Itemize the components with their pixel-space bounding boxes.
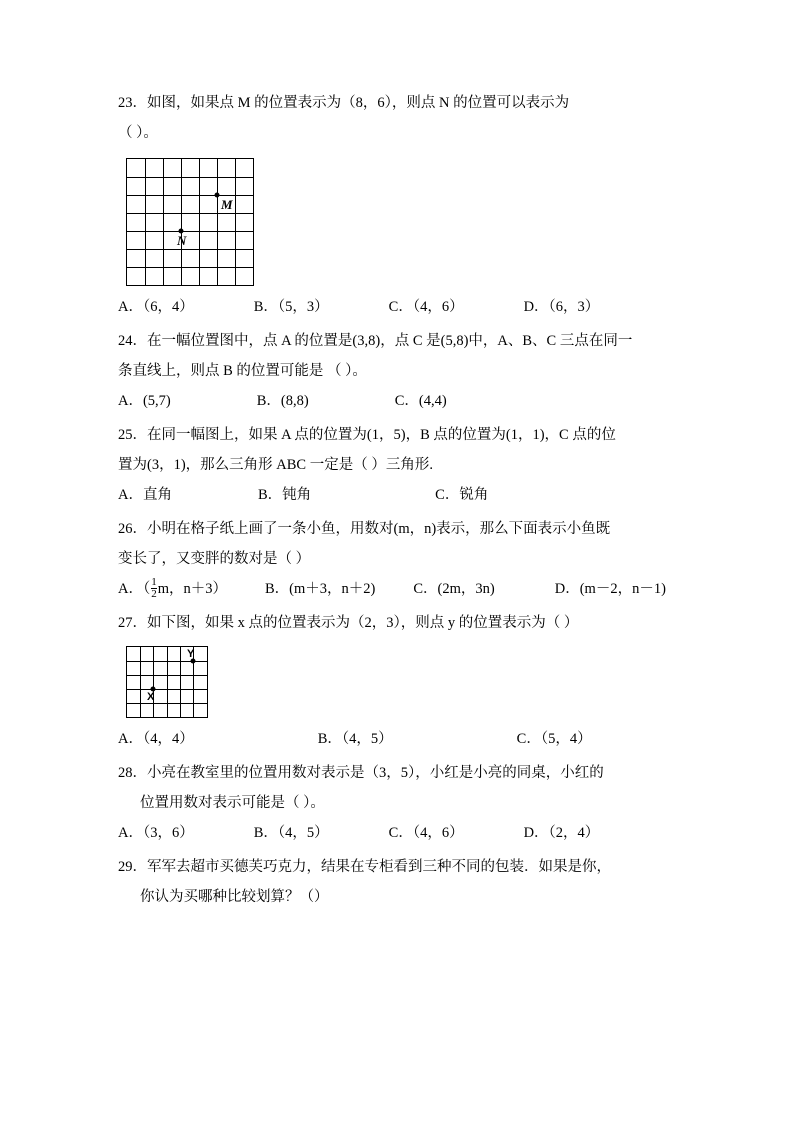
option-b: B．（5，3） <box>253 299 329 315</box>
question-27-line1 <box>118 608 697 638</box>
figure-grid-xy <box>118 646 697 718</box>
grid-line <box>180 647 181 717</box>
option-c: C．（5，4） <box>516 731 592 747</box>
question-25 <box>118 420 697 510</box>
question-26-text1: 小明在格子纸上画了一条小鱼，用数对(m，n)表示，那么下面表示小鱼既 <box>147 521 611 537</box>
option-a: A．（6，4） <box>118 299 194 315</box>
question-28-line2 <box>118 788 697 818</box>
question-28 <box>118 758 697 848</box>
point-n-label: N <box>177 233 187 248</box>
option-b: B．(m＋3，n＋2) <box>265 581 376 597</box>
question-25-text1: 在同一幅图上，如果 A 点的位置为(1，5)，B 点的位置为(1，1)，C 点的位 <box>147 427 616 443</box>
option-c: C．(4,4) <box>394 393 447 409</box>
option-a: A．直角 <box>118 487 172 503</box>
question-23-text1: 如图，如果点 M 的位置表示为（8，6），则点 N 的位置可以表示为 <box>147 95 570 111</box>
question-24-number: 24． <box>118 333 147 349</box>
option-c: C．（4，6） <box>388 299 464 315</box>
question-28-number: 28． <box>118 765 147 781</box>
grid-mn-canvas <box>126 158 254 286</box>
question-28-text2: 位置用数对表示可能是（ ）。 <box>140 795 325 811</box>
question-25-number: 25． <box>118 427 147 443</box>
question-29-number: 29． <box>118 859 147 875</box>
question-28-line1 <box>118 758 697 788</box>
question-26-number: 26． <box>118 521 147 537</box>
grid-line <box>127 675 207 676</box>
figure-grid-mn <box>118 158 697 286</box>
option-d: D．（6，3） <box>523 299 600 315</box>
question-24 <box>118 326 697 416</box>
option-c: C．锐角 <box>435 487 489 503</box>
option-a: A．（ $\frac{1}{2}$ m，n＋3） <box>118 575 228 601</box>
question-27-text1: 如下图，如果 x 点的位置表示为（2，3），则点 y 的位置表示为（ ） <box>147 615 579 631</box>
question-26-line1 <box>118 514 697 544</box>
question-24-text1: 在一幅位置图中，点 A 的位置是(3,8)，点 C 是(5,8)中，A、B、C 三点在同一 <box>147 333 633 349</box>
question-24-options <box>118 386 697 416</box>
option-d: D．(m－2，n－1) <box>554 581 666 597</box>
question-26 <box>118 514 697 604</box>
grid-line <box>140 647 141 717</box>
option-d: D．（2，4） <box>523 825 600 841</box>
question-28-text1: 小亮在教室里的位置用数对表示是（3，5），小红是小亮的同桌，小红的 <box>147 765 604 781</box>
grid-line <box>127 689 207 690</box>
question-23-line2: （ ）。 <box>118 125 158 141</box>
grid-line <box>127 231 253 232</box>
option-b: B．（4，5） <box>317 731 393 747</box>
grid-xy-canvas <box>126 646 208 718</box>
question-24-line1 <box>118 326 697 356</box>
option-b: B．钝角 <box>257 487 312 503</box>
option-a: A．(5,7) <box>118 393 171 409</box>
option-c: C．(2m，3n) <box>413 581 495 597</box>
question-29-text1: 军军去超市买德芙巧克力，结果在专柜看到三种不同的包装．如果是你， <box>147 859 611 875</box>
question-27-options <box>118 724 697 754</box>
grid-line <box>127 177 253 178</box>
option-b: B．（4，5） <box>253 825 329 841</box>
question-23-line1: 23． <box>118 95 147 111</box>
grid-line <box>127 195 253 196</box>
grid-line <box>127 703 207 704</box>
question-29-text2: 你认为买哪种比较划算？（） <box>140 889 329 905</box>
option-a: A．（4，4） <box>118 731 194 747</box>
option-c: C．（4，6） <box>388 825 464 841</box>
grid-line <box>127 249 253 250</box>
question-25-line2: 置为(3，1)，那么三角形 ABC 一定是（ ）三角形. <box>118 457 433 473</box>
grid-line <box>127 213 253 214</box>
question-29 <box>118 852 697 912</box>
question-25-options <box>118 480 697 510</box>
grid-line <box>153 647 154 717</box>
question-23 <box>118 88 697 322</box>
question-25-line1 <box>118 420 697 450</box>
point-y-label: Y <box>187 648 195 660</box>
option-a: A．（3，6） <box>118 825 194 841</box>
question-23-options <box>118 292 697 322</box>
point-m-dot <box>215 193 220 198</box>
question-27-number: 27． <box>118 615 147 631</box>
point-x-label: X <box>147 691 155 703</box>
point-m-label: M <box>221 197 233 212</box>
question-29-line1 <box>118 852 697 882</box>
question-26-line2: 变长了，又变胖的数对是（ ） <box>118 551 311 567</box>
question-28-options <box>118 818 697 848</box>
fraction-one-half: $\frac{1}{2}$ <box>151 575 157 601</box>
option-b: B．(8,8) <box>256 393 309 409</box>
question-26-options <box>118 574 697 604</box>
question-29-line2 <box>118 882 697 912</box>
grid-line <box>167 647 168 717</box>
question-24-line2: 条直线上，则点 B 的位置可能是 （ ）。 <box>118 363 367 379</box>
grid-line <box>127 267 253 268</box>
question-27 <box>118 608 697 754</box>
